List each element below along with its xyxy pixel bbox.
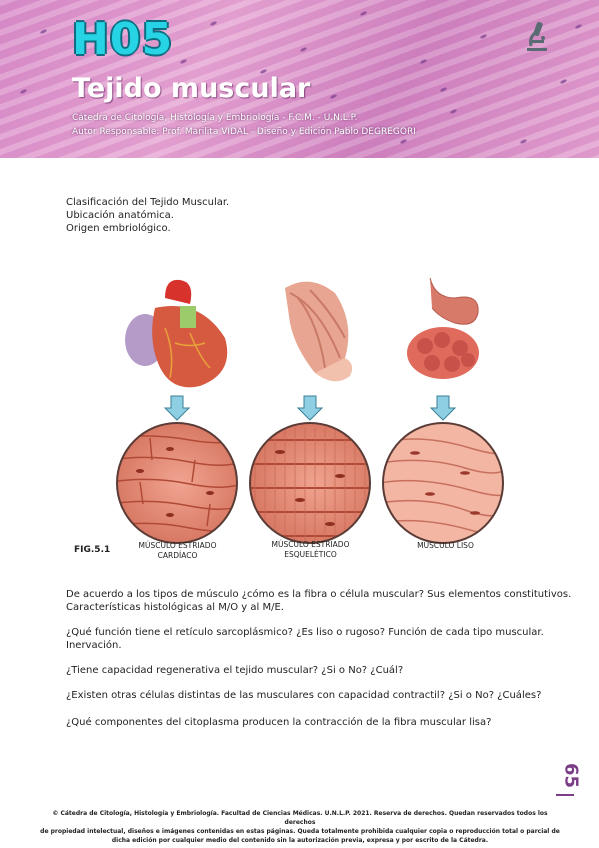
page-number-text: 65 (560, 762, 582, 789)
intro-topics (66, 196, 229, 235)
arrow-down-icon (165, 396, 455, 420)
intro-line: Ubicación anatómica. (66, 210, 174, 221)
header-subtitle-author: Autor Responsable: Prof. Marilita VIDAL - Diseño y Edición Pablo DEGREGORI (72, 127, 416, 137)
cardiac-tissue-circle (110, 418, 250, 548)
arm-muscle-illustration (285, 282, 352, 382)
caption-line: MÚSCULO ESTRIADO (271, 540, 350, 549)
question-text: ¿Tiene capacidad regenerativa el tejido muscular? ¿Si o No? ¿Cuál? (66, 665, 404, 676)
digestive-illustration (407, 278, 479, 379)
intro-line: Clasificación del Tejido Muscular. (66, 197, 230, 208)
question-text: ¿Qué componentes del citoplasma producen la contracción de la fibra muscular lisa? (66, 717, 492, 728)
caption-line: MÚSCULO ESTRIADO (138, 541, 217, 550)
caption-smooth (388, 541, 503, 551)
caption-line: ESQUELÉTICO (284, 550, 337, 559)
skeletal-tissue-circle (245, 418, 385, 548)
caption-line: MÚSCULO LISO (417, 541, 474, 550)
figure-label: FIG.5.1 (74, 545, 111, 555)
muscle-types-figure (70, 268, 530, 568)
footer-line: © Cátedra de Citología, Histología y Embriología. Facultad de Ciencias Médicas. U.N.L.P. 2021. Reserva de derechos. Quedan reservados todos los derechos (52, 810, 548, 826)
caption-line: CARDÍACO (157, 551, 198, 560)
header-banner (0, 0, 599, 158)
copyright-footer (40, 809, 560, 845)
page-title: Tejido muscular (72, 73, 311, 104)
caption-skeletal (253, 540, 368, 560)
page-number (556, 755, 586, 795)
question-text: Inervación. (66, 640, 122, 651)
intro-line: Origen embriológico. (66, 223, 171, 234)
heart-illustration (125, 280, 227, 388)
caption-cardiac (120, 541, 235, 561)
question-text: De acuerdo a los tipos de músculo ¿cómo es la fibra o célula muscular? Sus elementos constitutivos. (66, 589, 572, 600)
header-subtitle-chair: Cátedra de Citología, Histología y Embriología - F.C.M. - U.N.L.P. (72, 113, 358, 123)
microscope-icon (523, 18, 551, 52)
question-text: Características histológicas al M/O y al M/E. (66, 602, 284, 613)
question-text: ¿Existen otras células distintas de las musculares con capacidad contractil? ¿Si o No? ¿Cuáles? (66, 690, 542, 701)
footer-line: dicha edición por cualquier medio del contenido sin la autorización previa, expresa y por escrito de la Cátedra. (111, 837, 489, 844)
unit-code: H05 (72, 14, 174, 65)
question-text: ¿Qué función tiene el retículo sarcoplásmico? ¿Es liso o rugoso? Función de cada tipo muscular. (66, 627, 544, 638)
page-number-rule (556, 794, 574, 796)
smooth-tissue-circle (378, 418, 518, 548)
footer-line: de propiedad intelectual, diseños e imágenes contenidas en estas páginas. Queda totalmente prohibida cualquier copia o reproducción total o parcial de (40, 828, 560, 835)
